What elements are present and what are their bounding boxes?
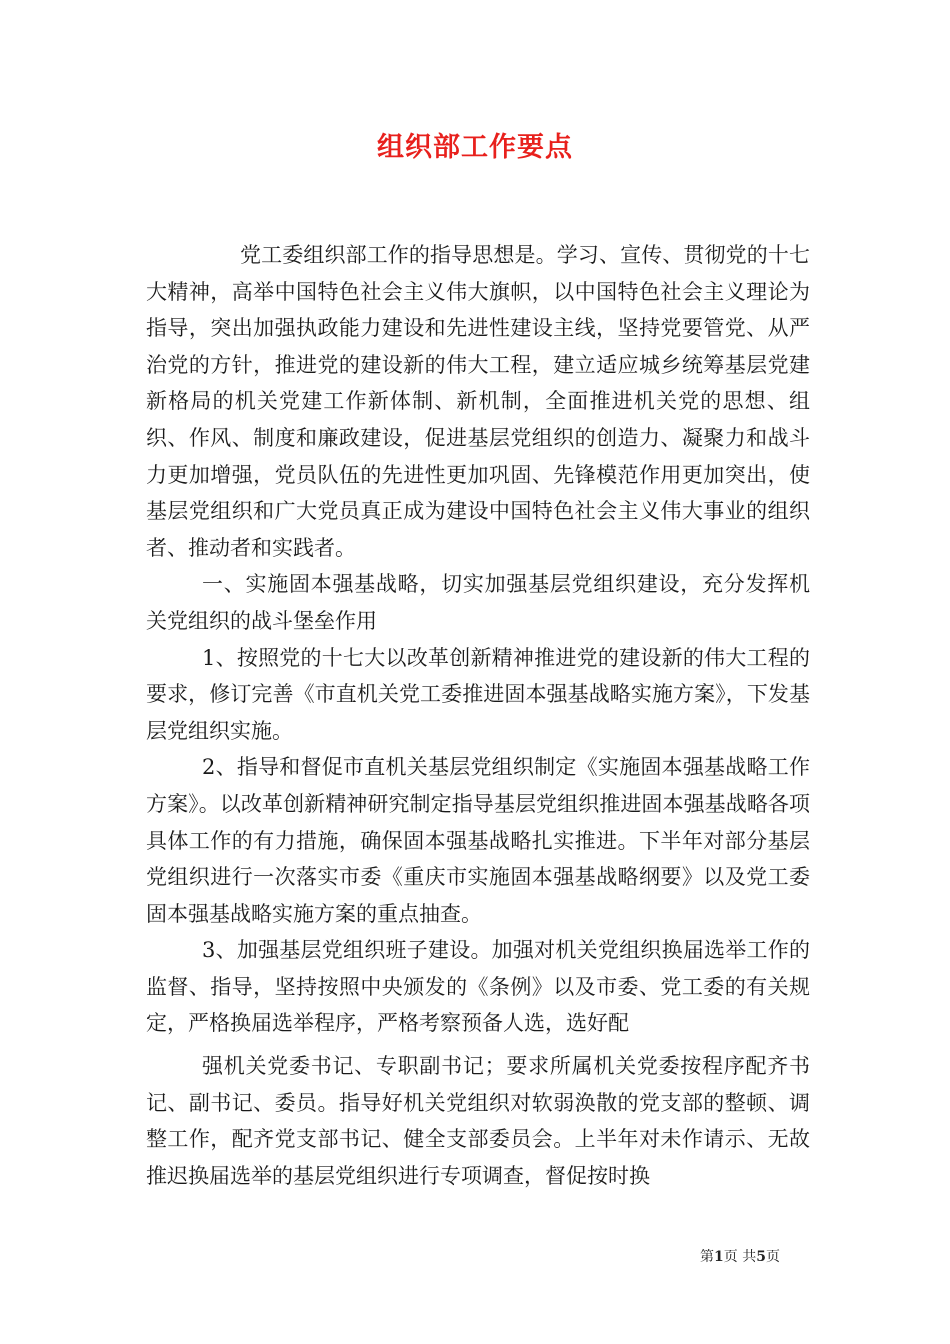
item-paragraph-1: 1、按照党的十七大以改革创新精神推进党的建设新的伟大工程的要求，修订完善《市直机关党工委推进固本强基战略实施方案》，下发基层党组织实施。 (146, 645, 810, 743)
document-body (146, 237, 810, 1194)
footer-prefix: 第 (700, 1249, 714, 1265)
section-heading-1: 一、实施固本强基战略，切实加强基层党组织建设，充分发挥机关党组织的战斗堡垒作用 (146, 572, 810, 633)
item-paragraph-3-continued: 强机关党委书记、专职副书记；要求所属机关党委按程序配齐书记、副书记、委员。指导好机关党组织对软弱涣散的党支部的整顿、调整工作，配齐党支部书记、健全支部委员会。上半年对未作请示、无故推迟换届选举的基层党组织进行专项调查，督促按时换 (146, 1054, 810, 1188)
footer-current-page: 1 (714, 1249, 724, 1265)
item-paragraph-3: 3、加强基层党组织班子建设。加强对机关党组织换届选举工作的监督、指导，坚持按照中央颁发的《条例》以及市委、党工委的有关规定，严格换届选举程序，严格考察预备人选，选好配 (146, 938, 810, 1036)
item-paragraph-2: 2、指导和督促市直机关基层党组织制定《实施固本强基战略工作方案》。以改革创新精神研究制定指导基层党组织推进固本强基战略各项具体工作的有力措施，确保固本强基战略扎实推进。下半年对部分基层党组织进行一次落实市委《重庆市实施固本强基战略纲要》以及党工委固本强基战略实施方案的重点抽查。 (146, 755, 810, 926)
footer-suffix: 页 (765, 1249, 780, 1265)
footer-middle: 页 共 (723, 1249, 757, 1265)
document-title: 组织部工作要点 (377, 132, 573, 163)
guiding-ideology-paragraph: 党工委组织部工作的指导思想是。学习、宣传、贯彻党的十七大精神，高举中国特色社会主义伟大旗帜，以中国特色社会主义理论为指导，突出加强执政能力建设和先进性建设主线，坚持党要管党、从严治党的方针，推进党的建设新的伟大工程，建立适应城乡统筹基层党建新格局的机关党建工作新体制、新机制，全面推进机关党的思想、组织、作风、制度和廉政建设，促进基层党组织的创造力、凝聚力和战斗力更加增强，党员队伍的先进性更加巩固、先锋模范作用更加突出，使基层党组织和广大党员真正成为建设中国特色社会主义伟大事业的组织者、推动者和实践者。 (146, 243, 810, 560)
footer-total-pages: 5 (756, 1249, 766, 1265)
page-footer (700, 1247, 820, 1267)
